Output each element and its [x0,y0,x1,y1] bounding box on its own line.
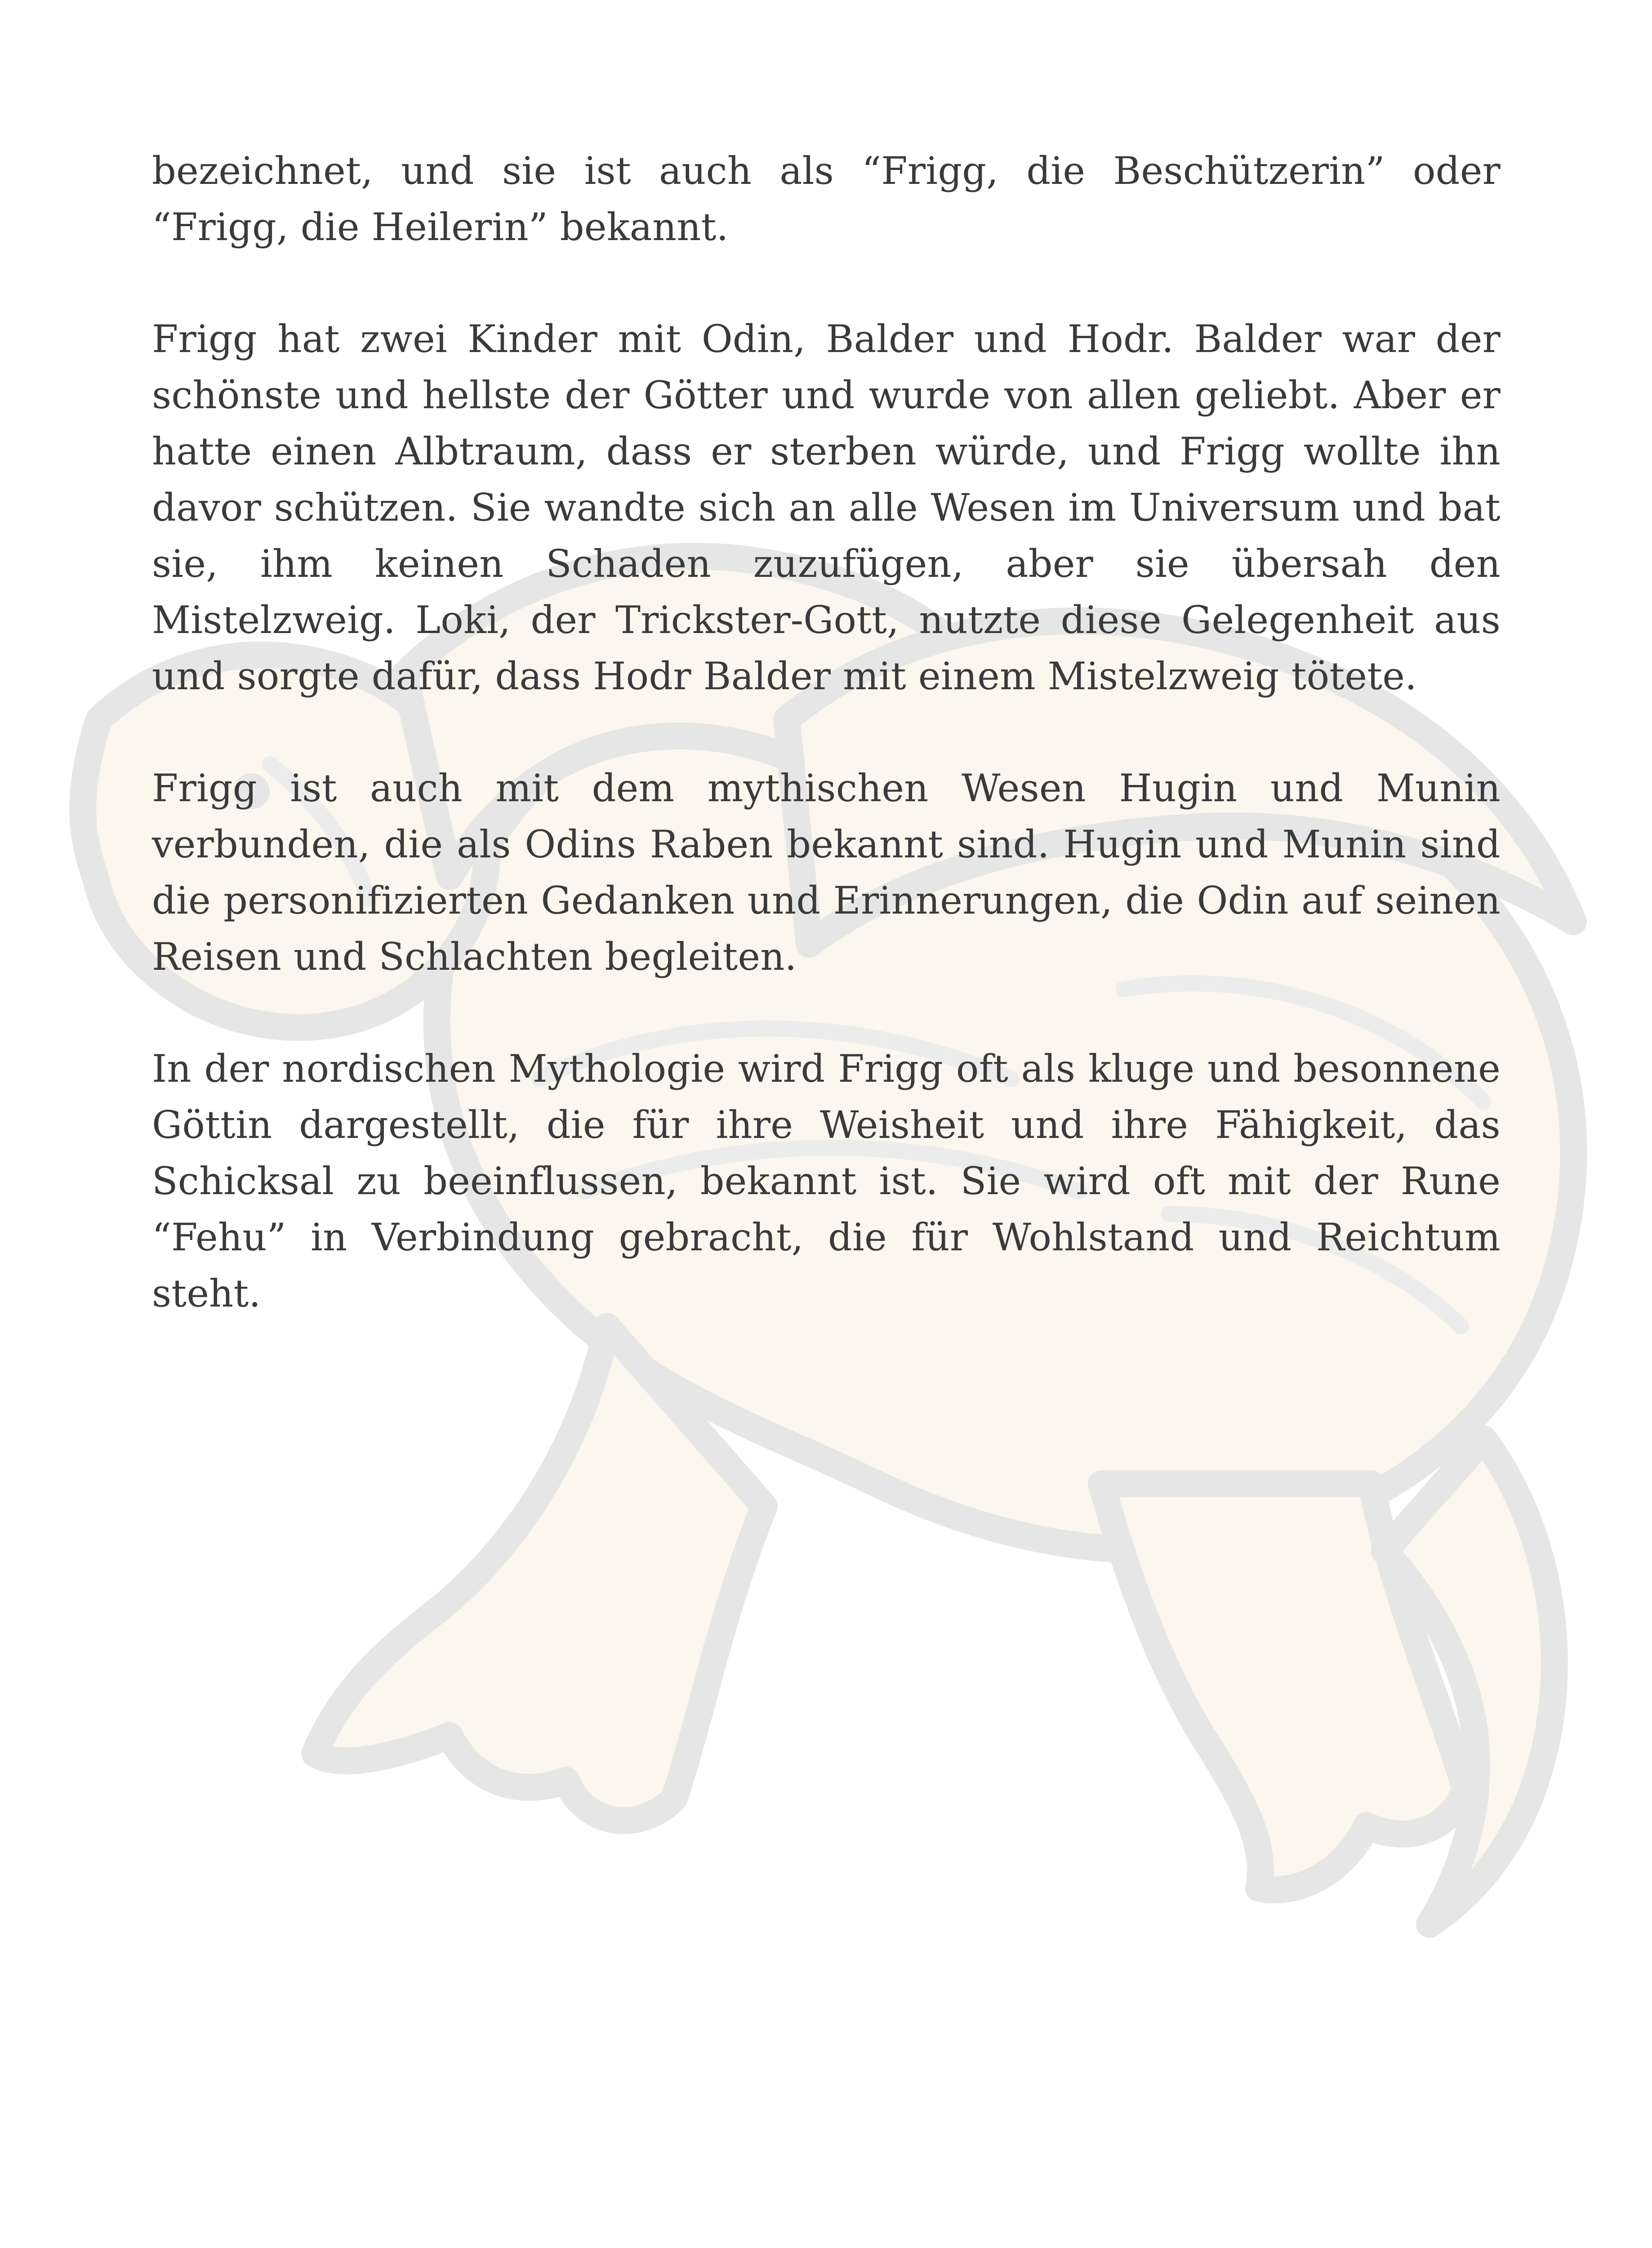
paragraph-3: Frigg ist auch mit dem mythischen Wesen Hugin und Munin verbunden, die als Odins Raben bekannt sind. Hugin und Munin sind die personifizierten Gedanken und Erinnerungen, die Odin auf seinen Reisen und Schlachten begleiten. [152,766,1501,979]
paragraph-2: Frigg hat zwei Kinder mit Odin, Balder und Hodr. Balder war der schönste und hellste der Götter und wurde von allen geliebt. Aber er hatte einen Albtraum, dass er sterben würde, und Frigg wollte ihn davor schützen. Sie wandte sich an alle Wesen im Universum und bat sie, ihm keinen Schaden zuzufügen, aber sie übersah den Mistelzweig. Loki, der Trickster-Gott, nutzte diese Gelegenheit aus und sorgte dafür, dass Hodr Balder mit einem Mistelzweig tötete. [152,317,1501,698]
body-text [152,143,1501,1378]
paragraph-4: In der nordischen Mythologie wird Frigg oft als kluge und besonnene Göttin dargestellt, die für ihre Weisheit und ihre Fähigkeit, das Schicksal zu beeinflussen, bekannt ist. Sie wird oft mit der Rune “Fehu” in Verbindung gebracht, die für Wohlstand und Reichtum steht. [152,1047,1501,1316]
paragraph-1: bezeichnet, und sie ist auch als “Frigg, die Beschützerin” oder “Frigg, die Heilerin” bekannt. [152,149,1501,249]
